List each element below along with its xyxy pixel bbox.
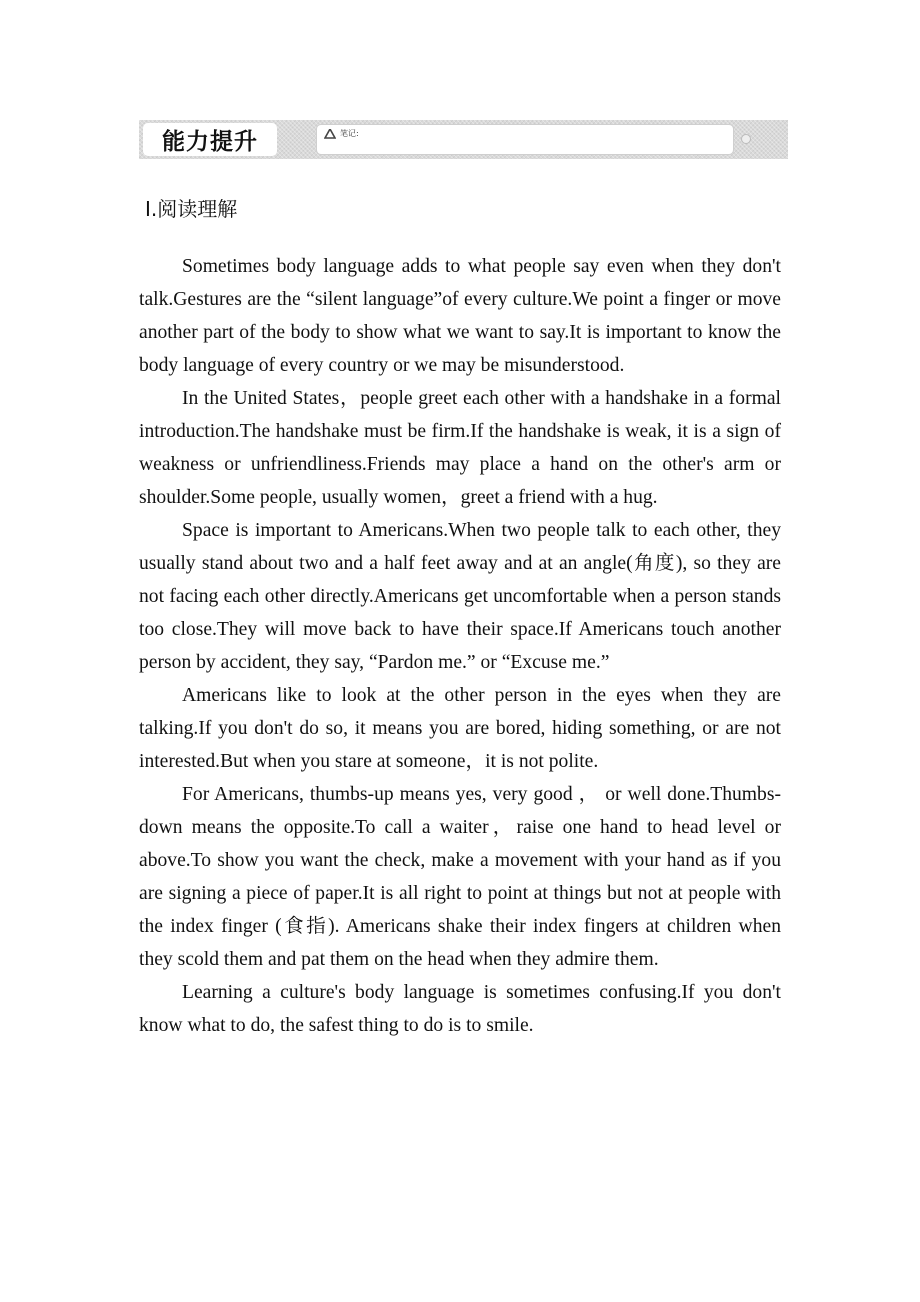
circle-icon bbox=[741, 134, 751, 144]
banner-title: 能力提升 bbox=[143, 123, 277, 156]
paragraph: Sometimes body language adds to what people say even when they don't talk.Gestures are the “silent language”of every culture.We point a finger or move another part of the body to show what we want to say.It is important to know the body language of every country or we may be misunderstood. bbox=[139, 256, 781, 376]
paragraph: For Americans, thumbs-up means yes, very good ， or well done.Thumbs-down means the opposite.To call a waiter，raise one hand to head level or above.To show you want the check, make a movement with your hand as if you are signing a piece of paper.It is all right to point at things but not at people with the index finger (食指). Americans shake their index fingers at children when they scold them and pat them on the head when they admire them. bbox=[139, 784, 781, 970]
recycle-note-icon bbox=[324, 129, 336, 139]
paragraph: In the United States，people greet each other with a handshake in a formal introduction.The handshake must be firm.If the handshake is weak, it is a sign of weakness or unfriendliness.Friends may place a hand on the other's arm or shoulder.Some people, usually women，greet a friend with a hug. bbox=[139, 388, 781, 508]
section-heading: Ⅰ.阅读理解 bbox=[145, 197, 238, 221]
paragraph: Space is important to Americans.When two people talk to each other, they usually stand about two and a half feet away and at an angle(角度), so they are not facing each other directly.Americans get uncomfortable when a person stands too close.They will move back to have their space.If Americans touch another person by accident, they say, “Pardon me.” or “Excuse me.” bbox=[139, 520, 781, 673]
note-label: 笔记: bbox=[340, 129, 359, 138]
note-field[interactable] bbox=[316, 124, 734, 155]
paragraph: Learning a culture's body language is sometimes confusing.If you don't know what to do, the safest thing to do is to smile. bbox=[139, 982, 781, 1036]
section-banner bbox=[139, 120, 788, 159]
reading-passage bbox=[139, 250, 781, 1042]
paragraph: Americans like to look at the other person in the eyes when they are talking.If you don't do so, it means you are bored, hiding something, or are not interested.But when you stare at someone，it is not polite. bbox=[139, 685, 781, 772]
